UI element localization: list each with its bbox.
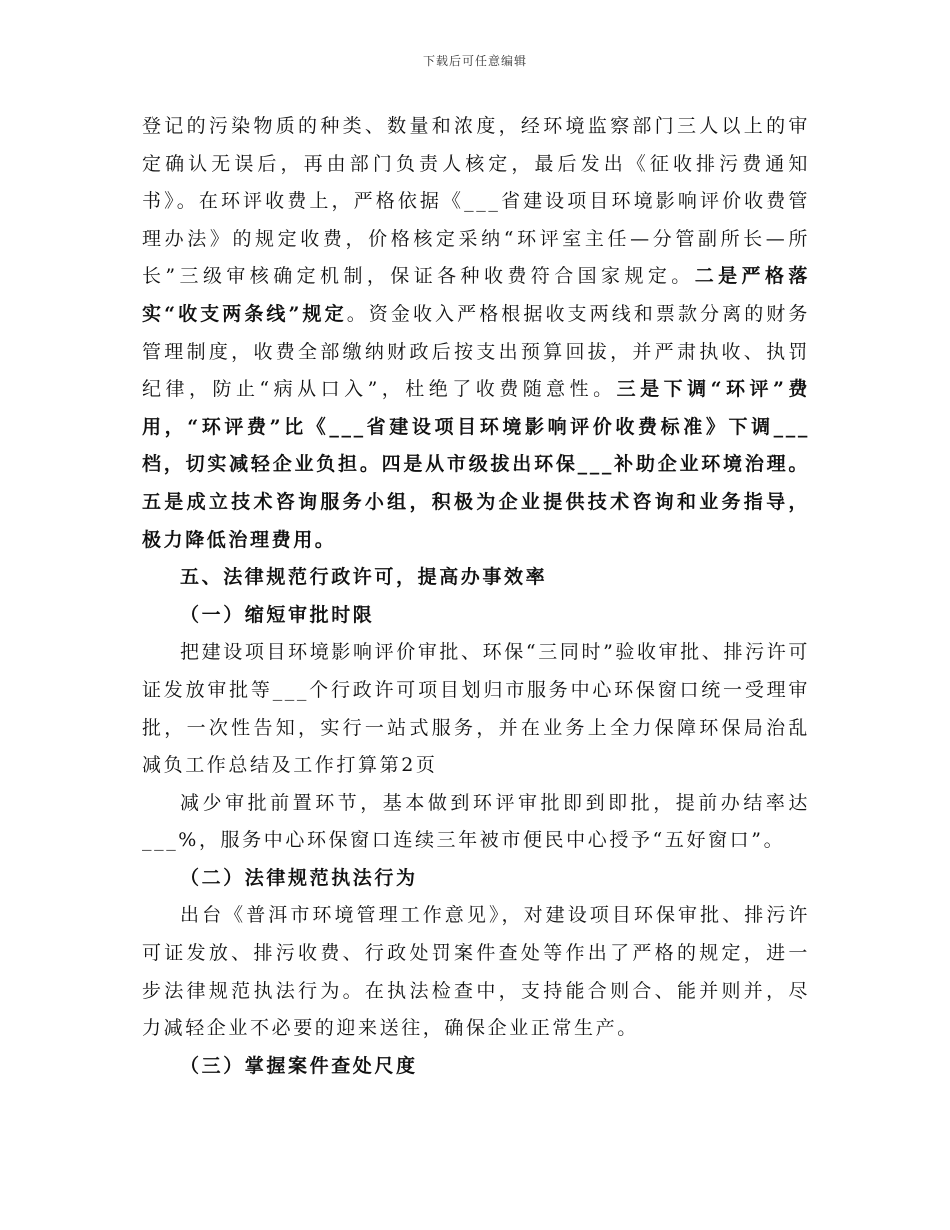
- paragraph: 把建设项目环境影响评价审批、环保“三同时”验收审批、排污许可证发放审批等___个行政许可项目划归市服务中心环保窗口统一受理审批，一次性告知，实行一站式服务，并在业务上全力保障环保局治乱减负工作总结及工作打算第2页: [142, 641, 810, 777]
- paragraph: [142, 108, 810, 559]
- bold-phrase: 二是严格落实“收支两条线”规定: [142, 265, 810, 325]
- paragraph: 减少审批前置环节，基本做到环评审批即到即批，提前办结率达___%，服务中心环保窗口连续三年被市便民中心授予“五好窗口”。: [142, 791, 810, 852]
- paragraph: 出台《普洱市环境管理工作意见》，对建设项目环保审批、排污许可证发放、排污收费、行政处罚案件查处等作出了严格的规定，进一步法律规范执法行为。在执法检查中，支持能合则合、能并则并，尽力减轻企业不必要的迎来送往，确保企业正常生产。: [142, 904, 810, 1040]
- bold-phrase: 三是下调“环评”费用，“环评费”比《___省建设项目环境影响评价收费标准》下调___档，切实减轻企业负担。四是从市级拔出环保___补助企业环境治理。五是成立技术咨询服务小组，积极为企业提供技术咨询和业务指导，极力降低治理费用。: [142, 378, 810, 551]
- page-header: 下载后可任意编辑: [422, 54, 527, 68]
- subsection-heading: （一）缩短审批时限: [180, 603, 375, 626]
- paragraph-text: 。资金收入严格根据收支两线和票款分离的财务管理制度，收费全部缴纳财政后按支出预算回拔，并严肃执收、执罚纪律，防止“病从口入”，杜绝了收费随意性。: [142, 302, 810, 401]
- section-heading: 五、法律规范行政许可，提高办事效率: [180, 566, 548, 589]
- document-body: [142, 108, 810, 1085]
- subsection-heading: （三）掌握案件查处尺度: [180, 1054, 418, 1077]
- subsection-heading: （二）法律规范执法行为: [180, 866, 418, 889]
- paragraph-text: 登记的污染物质的种类、数量和浓度，经环境监察部门三人以上的审定确认无误后，再由部门负责人核定，最后发出《征收排污费通知书》。在环评收费上，严格依据《___省建设项目环境影响评价收费管理办法》的规定收费，价格核定采纳“环评室主任—分管副所长—所长”三级审核确定机制，保证各种收费符合国家规定。: [142, 115, 810, 288]
